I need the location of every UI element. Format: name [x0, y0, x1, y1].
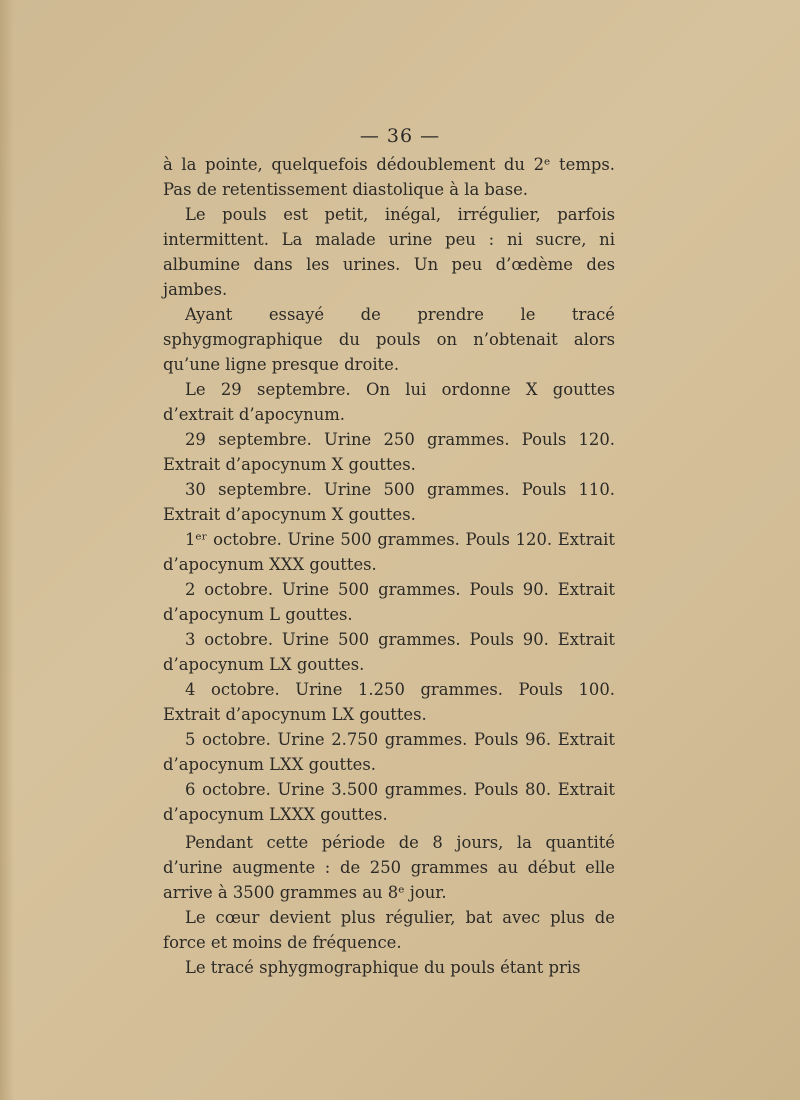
paragraph: 3 octobre. Urine 500 grammes. Pouls 90. Extrait d’apocynum LX gouttes.	[163, 630, 615, 674]
paragraph: Ayant essayé de prendre le tracé sphygmographique du pouls on n’obtenait alors qu’une ligne presque droite.	[163, 305, 615, 374]
paragraph: 2 octobre. Urine 500 grammes. Pouls 90. Extrait d’apocynum L gouttes.	[163, 580, 615, 624]
paragraph-continuation: à la pointe, quelquefois dédoublement du 2ᵉ temps. Pas de retentissement diastolique à la base.	[163, 155, 615, 199]
paragraph: 4 octobre. Urine 1.250 grammes. Pouls 100. Extrait d’apocynum LX gouttes.	[163, 680, 615, 724]
page-number: — 36 —	[359, 125, 441, 147]
paragraph: Le tracé sphygmographique du pouls étant pris	[185, 958, 581, 977]
paragraph: 30 septembre. Urine 500 grammes. Pouls 110. Extrait d’apocynum X gouttes.	[163, 480, 615, 524]
paragraph: 1ᵉʳ octobre. Urine 500 grammes. Pouls 120. Extrait d’apocynum XXX gouttes.	[163, 530, 615, 574]
paragraph: 5 octobre. Urine 2.750 grammes. Pouls 96. Extrait d’apocynum LXX gouttes.	[163, 730, 615, 774]
paragraph: Le cœur devient plus régulier, bat avec plus de force et moins de fréquence.	[163, 908, 615, 952]
body-text	[163, 152, 615, 980]
paragraph: Pendant cette période de 8 jours, la quantité d’urine augmente : de 250 grammes au début elle arrive à 3500 grammes au 8ᵉ jour.	[163, 833, 615, 902]
paragraph: 29 septembre. Urine 250 grammes. Pouls 120. Extrait d’apocynum X gouttes.	[163, 430, 615, 474]
paragraph: Le pouls est petit, inégal, irrégulier, parfois intermittent. La malade urine peu : ni sucre, ni albumine dans les urines. Un peu d’œdème des jambes.	[163, 205, 615, 299]
paragraph: 6 octobre. Urine 3.500 grammes. Pouls 80. Extrait d’apocynum LXXX gouttes.	[163, 780, 615, 824]
page-binding-shadow	[0, 0, 14, 1100]
paragraph: Le 29 septembre. On lui ordonne X gouttes d’extrait d’apocynum.	[163, 380, 615, 424]
